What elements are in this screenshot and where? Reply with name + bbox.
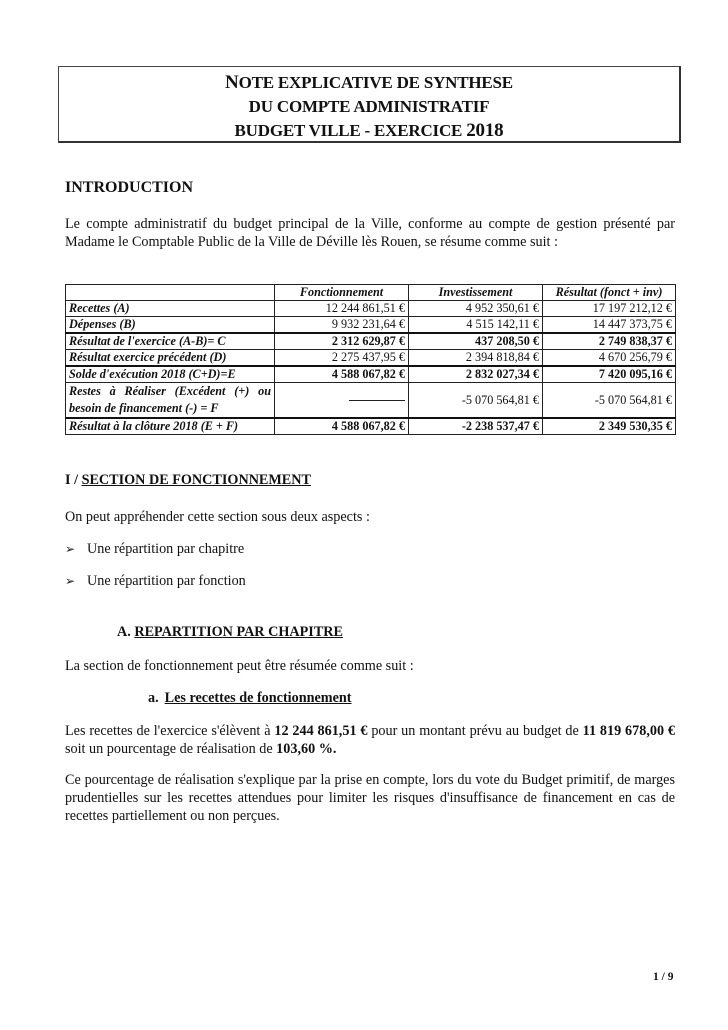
- text-fragment: pour un montant prévu au budget de: [367, 723, 583, 739]
- list-item: [65, 573, 246, 590]
- header-investissement: Investissement: [409, 285, 543, 301]
- cell-resultat: 14 447 373,75 €: [543, 317, 676, 334]
- cell-investissement: -5 070 564,81 €: [409, 383, 543, 419]
- section-a-intro: La section de fonctionnement peut être résumée comme suit :: [65, 658, 414, 674]
- subsection-a-title: Les recettes de fonctionnement: [164, 690, 352, 706]
- cell-resultat: 2 349 530,35 €: [543, 418, 676, 435]
- header-empty: [66, 285, 275, 301]
- page-number: 1 / 9: [653, 971, 674, 983]
- subsection-a-heading: [148, 690, 352, 707]
- introduction-paragraph: Le compte administratif du budget principal de la Ville, conforme au compte de gestion présenté par Madame le Comptable Public de la Ville de Déville lès Rouen, se résume comme suit :: [65, 216, 675, 250]
- introduction-heading: INTRODUCTION: [65, 179, 194, 196]
- cell-investissement: -2 238 537,47 €: [409, 418, 543, 435]
- cell-investissement: 437 208,50 €: [409, 333, 543, 350]
- cell-fonctionnement: 4 588 067,82 €: [275, 418, 409, 435]
- row-label: Résultat exercice précédent (D): [66, 350, 275, 367]
- table-row: [66, 418, 676, 435]
- cell-investissement: 4 515 142,11 €: [409, 317, 543, 334]
- cell-resultat: 7 420 095,16 €: [543, 366, 676, 383]
- table-row: [66, 301, 676, 317]
- cell-resultat: 4 670 256,79 €: [543, 350, 676, 367]
- text-fragment: soit un pourcentage de réalisation de: [65, 741, 277, 757]
- cell-fonctionnement: 9 932 231,64 €: [275, 317, 409, 334]
- table-row: [66, 350, 676, 367]
- title-line-3-text: BUDGET VILLE - EXERCICE: [234, 121, 467, 140]
- arrow-bullet-icon: ➢: [65, 542, 76, 556]
- title-line-1: [59, 71, 679, 95]
- cell-resultat: 17 197 212,12 €: [543, 301, 676, 317]
- section-1-title: SECTION DE FONCTIONNEMENT: [81, 472, 311, 488]
- cell-fonctionnement-empty: [275, 383, 409, 419]
- cell-fonctionnement: 2 275 437,95 €: [275, 350, 409, 367]
- title-year: 2018: [466, 120, 504, 141]
- header-resultat: Résultat (fonct + inv): [543, 285, 676, 301]
- title-line-2: DU COMPTE ADMINISTRATIF: [248, 97, 490, 116]
- cell-fonctionnement: 4 588 067,82 €: [275, 366, 409, 383]
- cell-investissement: 4 952 350,61 €: [409, 301, 543, 317]
- budget-summary-table: [65, 284, 676, 435]
- table-row: [66, 366, 676, 383]
- section-1-prefix: I /: [65, 472, 82, 488]
- row-label: Dépenses (B): [66, 317, 275, 334]
- document-title-box: [58, 66, 681, 143]
- cell-investissement: 2 394 818,84 €: [409, 350, 543, 367]
- row-label: Restes à Réaliser (Excédent (+) ou besoin de financement (-) = F: [66, 383, 275, 419]
- section-a-prefix: A.: [117, 624, 135, 640]
- dash-line: [349, 400, 405, 401]
- header-fonctionnement: Fonctionnement: [275, 285, 409, 301]
- row-label: Résultat de l'exercice (A-B)= C: [66, 333, 275, 350]
- title-rest: OTE EXPLICATIVE DE SYNTHESE: [238, 73, 513, 92]
- cell-resultat: 2 749 838,37 €: [543, 333, 676, 350]
- realisation-percent: 103,60 %.: [276, 741, 337, 757]
- table-row: [66, 333, 676, 350]
- row-label: Solde d'exécution 2018 (C+D)=E: [66, 366, 275, 383]
- arrow-bullet-icon: ➢: [65, 574, 76, 588]
- explanation-paragraph: Ce pourcentage de réalisation s'explique par la prise en compte, lors du vote du Budget primitif, de marges prudentielles sur les recettes attendues pour limiter les risques d'insuffisance de financement en cas de recettes partiellement ou non perçues.: [65, 772, 675, 824]
- cell-fonctionnement: 12 244 861,51 €: [275, 301, 409, 317]
- table-row: [66, 317, 676, 334]
- section-a-heading: [117, 624, 343, 641]
- recettes-paragraph: [65, 722, 675, 758]
- section-a-title: REPARTITION PAR CHAPITRE: [134, 624, 343, 640]
- cell-fonctionnement: 2 312 629,87 €: [275, 333, 409, 350]
- budget-amount: 11 819 678,00 €: [582, 723, 675, 739]
- table-header-row: [66, 285, 676, 301]
- title-initial: N: [225, 72, 239, 93]
- cell-investissement: 2 832 027,34 €: [409, 366, 543, 383]
- row-label: Résultat à la clôture 2018 (E + F): [66, 418, 275, 435]
- cell-resultat: -5 070 564,81 €: [543, 383, 676, 419]
- section-1-heading: [65, 472, 311, 489]
- table-row: [66, 383, 676, 419]
- list-item-text: Une répartition par fonction: [87, 573, 246, 589]
- row-label: Recettes (A): [66, 301, 275, 317]
- list-item: [65, 541, 244, 558]
- section-1-intro: On peut appréhender cette section sous deux aspects :: [65, 509, 370, 525]
- title-line-3: [59, 119, 679, 143]
- subsection-a-prefix: a.: [148, 690, 159, 706]
- text-fragment: Les recettes de l'exercice s'élèvent à: [65, 723, 275, 739]
- recettes-amount: 12 244 861,51 €: [274, 723, 368, 739]
- list-item-text: Une répartition par chapitre: [87, 541, 245, 557]
